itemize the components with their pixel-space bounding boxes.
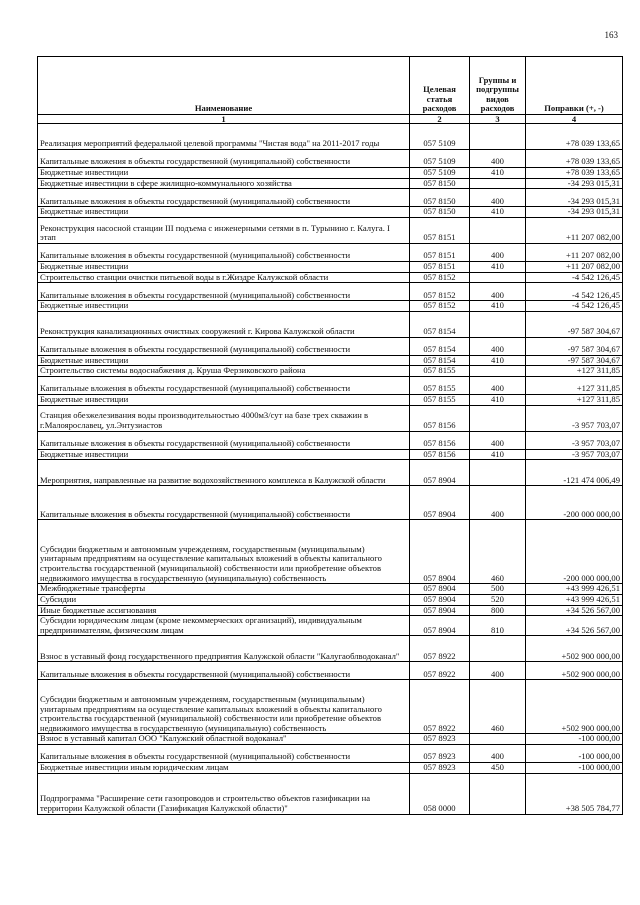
row-target-item: 057 8904 bbox=[410, 520, 470, 584]
row-group bbox=[470, 460, 526, 486]
row-amendment: +43 999 426,51 bbox=[526, 584, 623, 595]
table-row bbox=[38, 243, 623, 261]
row-name: Взнос в уставный фонд государственного предприятия Калужской области "Калугаоблводоканал" bbox=[38, 636, 410, 662]
row-amendment: -200 000 000,00 bbox=[526, 520, 623, 584]
column-number: 2 bbox=[410, 115, 470, 124]
row-name: Реконструкция насосной станции III подъема с инженерными сетями в п. Турынино г. Калуга. I этап bbox=[38, 217, 410, 243]
row-target-item: 057 8156 bbox=[410, 431, 470, 449]
row-name: Реконструкция канализационных очистных сооружений г. Кирова Калужской области bbox=[38, 311, 410, 337]
row-group: 410 bbox=[470, 207, 526, 218]
table-row bbox=[38, 124, 623, 150]
table-row bbox=[38, 189, 623, 207]
row-target-item: 057 8904 bbox=[410, 486, 470, 520]
column-number: 1 bbox=[38, 115, 410, 124]
row-amendment: -121 474 006,49 bbox=[526, 460, 623, 486]
table-row bbox=[38, 616, 623, 636]
row-target-item: 057 8155 bbox=[410, 377, 470, 395]
table-row bbox=[38, 150, 623, 168]
row-target-item: 057 8156 bbox=[410, 449, 470, 460]
header-name: Наименование bbox=[38, 57, 410, 115]
row-amendment: +127 311,85 bbox=[526, 395, 623, 406]
row-group: 400 bbox=[470, 243, 526, 261]
row-group: 810 bbox=[470, 616, 526, 636]
row-amendment: -4 542 126,45 bbox=[526, 272, 623, 283]
row-amendment: +34 526 567,00 bbox=[526, 616, 623, 636]
table-row bbox=[38, 460, 623, 486]
row-amendment: -4 542 126,45 bbox=[526, 301, 623, 312]
row-target-item: 057 8904 bbox=[410, 584, 470, 595]
table-row bbox=[38, 272, 623, 283]
row-name: Бюджетные инвестиции в сфере жилищно-коммунального хозяйства bbox=[38, 178, 410, 189]
row-group: 400 bbox=[470, 189, 526, 207]
table-row bbox=[38, 301, 623, 312]
table-row bbox=[38, 734, 623, 745]
row-name: Межбюджетные трансферты bbox=[38, 584, 410, 595]
row-group bbox=[470, 217, 526, 243]
row-name: Бюджетные инвестиции bbox=[38, 449, 410, 460]
row-amendment: -97 587 304,67 bbox=[526, 355, 623, 366]
row-amendment: +43 999 426,51 bbox=[526, 594, 623, 605]
row-amendment: -34 293 015,31 bbox=[526, 207, 623, 218]
row-group bbox=[470, 734, 526, 745]
row-amendment: -200 000 000,00 bbox=[526, 486, 623, 520]
table-row bbox=[38, 217, 623, 243]
row-group: 400 bbox=[470, 431, 526, 449]
row-group bbox=[470, 773, 526, 814]
row-target-item: 057 8152 bbox=[410, 272, 470, 283]
table-body bbox=[38, 124, 623, 815]
row-name: Взнос в уставный капитал ООО "Калужский областной водоканал" bbox=[38, 734, 410, 745]
row-group: 460 bbox=[470, 680, 526, 734]
row-target-item: 057 8154 bbox=[410, 355, 470, 366]
row-name: Капитальные вложения в объекты государственной (муниципальной) собственности bbox=[38, 486, 410, 520]
row-amendment: +502 900 000,00 bbox=[526, 636, 623, 662]
row-name: Капитальные вложения в объекты государственной (муниципальной) собственности bbox=[38, 377, 410, 395]
header-group: Группы и подгруппы видов расходов bbox=[470, 57, 526, 115]
row-target-item: 057 8152 bbox=[410, 283, 470, 301]
table-row bbox=[38, 395, 623, 406]
row-name: Капитальные вложения в объекты государственной (муниципальной) собственности bbox=[38, 337, 410, 355]
header-amendment: Поправки (+, -) bbox=[526, 57, 623, 115]
row-target-item: 057 8923 bbox=[410, 734, 470, 745]
row-amendment: -100 000,00 bbox=[526, 763, 623, 774]
row-name: Станция обезжелезивания воды производительностью 4000м3/сут на базе трех скважин в г.Малоярославец, ул.Энтузиастов bbox=[38, 405, 410, 431]
row-group bbox=[470, 405, 526, 431]
table-row bbox=[38, 449, 623, 460]
row-group: 400 bbox=[470, 486, 526, 520]
row-target-item: 057 8154 bbox=[410, 337, 470, 355]
row-group: 400 bbox=[470, 283, 526, 301]
table-row bbox=[38, 662, 623, 680]
row-target-item: 057 8151 bbox=[410, 217, 470, 243]
row-group: 460 bbox=[470, 520, 526, 584]
row-group bbox=[470, 636, 526, 662]
row-group: 400 bbox=[470, 662, 526, 680]
row-target-item: 057 8150 bbox=[410, 178, 470, 189]
table-row bbox=[38, 283, 623, 301]
row-target-item: 057 8155 bbox=[410, 395, 470, 406]
table-row bbox=[38, 355, 623, 366]
row-amendment: -34 293 015,31 bbox=[526, 178, 623, 189]
row-name: Бюджетные инвестиции bbox=[38, 207, 410, 218]
row-name: Строительство станции очистки питьевой воды в г.Жиздре Калужской области bbox=[38, 272, 410, 283]
row-name: Субсидии бюджетным и автономным учреждениям, государственным (муниципальным) унитарным предприятиям на осуществление капитальных вложений в объекты капитального строительства государственной (муниципальной) собственности или приобретение объектов недвижимого имущества в государственную (муниципальную) собственность bbox=[38, 680, 410, 734]
row-name: Субсидии бюджетным и автономным учреждениям, государственным (муниципальным) унитарным предприятиям на осуществление капитальных вложений в объекты капитального строительства государственной (муниципальной) собственности или приобретение объектов недвижимого имущества в государственную (муниципальную) собственность bbox=[38, 520, 410, 584]
row-name: Капитальные вложения в объекты государственной (муниципальной) собственности bbox=[38, 189, 410, 207]
row-amendment: +127 311,85 bbox=[526, 366, 623, 377]
row-amendment: -3 957 703,07 bbox=[526, 431, 623, 449]
table-header-row bbox=[38, 57, 623, 115]
page-number: 163 bbox=[604, 30, 618, 40]
table-row bbox=[38, 366, 623, 377]
row-target-item: 057 8155 bbox=[410, 366, 470, 377]
row-group: 400 bbox=[470, 377, 526, 395]
row-amendment: -4 542 126,45 bbox=[526, 283, 623, 301]
row-name: Капитальные вложения в объекты государственной (муниципальной) собственности bbox=[38, 745, 410, 763]
table-row bbox=[38, 745, 623, 763]
row-amendment: +78 039 133,65 bbox=[526, 150, 623, 168]
row-target-item: 057 8156 bbox=[410, 405, 470, 431]
row-amendment: +11 207 082,00 bbox=[526, 261, 623, 272]
row-group: 400 bbox=[470, 745, 526, 763]
budget-amendments-table bbox=[37, 56, 623, 815]
row-amendment: -97 587 304,67 bbox=[526, 337, 623, 355]
table-row bbox=[38, 520, 623, 584]
row-group bbox=[470, 272, 526, 283]
row-name: Бюджетные инвестиции иным юридическим лицам bbox=[38, 763, 410, 774]
row-target-item: 057 8150 bbox=[410, 207, 470, 218]
row-name: Бюджетные инвестиции bbox=[38, 301, 410, 312]
row-target-item: 057 8151 bbox=[410, 261, 470, 272]
row-name: Строительство системы водоснабжения д. Круша Ферзиковского района bbox=[38, 366, 410, 377]
row-group: 410 bbox=[470, 168, 526, 179]
row-name: Капитальные вложения в объекты государственной (муниципальной) собственности bbox=[38, 150, 410, 168]
row-group bbox=[470, 124, 526, 150]
row-amendment: +11 207 082,00 bbox=[526, 217, 623, 243]
table-row bbox=[38, 168, 623, 179]
row-name: Мероприятия, направленные на развитие водохозяйственного комплекса в Калужской области bbox=[38, 460, 410, 486]
row-group: 450 bbox=[470, 763, 526, 774]
row-name: Субсидии юридическим лицам (кроме некоммерческих организаций), индивидуальным предпринимателям, физическим лицам bbox=[38, 616, 410, 636]
table-row bbox=[38, 311, 623, 337]
row-amendment: -97 587 304,67 bbox=[526, 311, 623, 337]
row-target-item: 057 5109 bbox=[410, 168, 470, 179]
row-amendment: +78 039 133,65 bbox=[526, 124, 623, 150]
row-name: Бюджетные инвестиции bbox=[38, 395, 410, 406]
table-row bbox=[38, 763, 623, 774]
row-group bbox=[470, 311, 526, 337]
row-target-item: 057 8151 bbox=[410, 243, 470, 261]
row-group: 410 bbox=[470, 395, 526, 406]
row-group: 400 bbox=[470, 337, 526, 355]
row-amendment: -100 000,00 bbox=[526, 745, 623, 763]
row-group: 500 bbox=[470, 584, 526, 595]
row-amendment: +78 039 133,65 bbox=[526, 168, 623, 179]
table-row bbox=[38, 405, 623, 431]
table-row bbox=[38, 594, 623, 605]
row-target-item: 057 8904 bbox=[410, 616, 470, 636]
row-amendment: -34 293 015,31 bbox=[526, 189, 623, 207]
table-row bbox=[38, 773, 623, 814]
table-row bbox=[38, 178, 623, 189]
row-group: 520 bbox=[470, 594, 526, 605]
column-number: 3 bbox=[470, 115, 526, 124]
row-name: Капитальные вложения в объекты государственной (муниципальной) собственности bbox=[38, 662, 410, 680]
row-name: Капитальные вложения в объекты государственной (муниципальной) собственности bbox=[38, 243, 410, 261]
column-number: 4 bbox=[526, 115, 623, 124]
table-row bbox=[38, 261, 623, 272]
row-name: Бюджетные инвестиции bbox=[38, 168, 410, 179]
row-group: 410 bbox=[470, 261, 526, 272]
table-row bbox=[38, 636, 623, 662]
table-row bbox=[38, 207, 623, 218]
table-row bbox=[38, 431, 623, 449]
table-row bbox=[38, 680, 623, 734]
row-name: Иные бюджетные ассигнования bbox=[38, 605, 410, 616]
row-group bbox=[470, 178, 526, 189]
row-amendment: -3 957 703,07 bbox=[526, 449, 623, 460]
table-row bbox=[38, 337, 623, 355]
row-target-item: 057 8923 bbox=[410, 745, 470, 763]
row-target-item: 057 8922 bbox=[410, 680, 470, 734]
row-name: Бюджетные инвестиции bbox=[38, 355, 410, 366]
row-target-item: 057 8150 bbox=[410, 189, 470, 207]
row-name: Субсидии bbox=[38, 594, 410, 605]
row-target-item: 057 5109 bbox=[410, 150, 470, 168]
row-group bbox=[470, 366, 526, 377]
column-number-row bbox=[38, 115, 623, 124]
row-name: Капитальные вложения в объекты государственной (муниципальной) собственности bbox=[38, 431, 410, 449]
row-target-item: 057 8904 bbox=[410, 460, 470, 486]
row-amendment: -3 957 703,07 bbox=[526, 405, 623, 431]
row-group: 410 bbox=[470, 301, 526, 312]
row-group: 800 bbox=[470, 605, 526, 616]
row-group: 400 bbox=[470, 150, 526, 168]
row-name: Капитальные вложения в объекты государственной (муниципальной) собственности bbox=[38, 283, 410, 301]
row-group: 410 bbox=[470, 449, 526, 460]
row-target-item: 057 5109 bbox=[410, 124, 470, 150]
header-target-item: Целевая статья расходов bbox=[410, 57, 470, 115]
row-name: Бюджетные инвестиции bbox=[38, 261, 410, 272]
row-target-item: 057 8922 bbox=[410, 636, 470, 662]
row-name: Реализация мероприятий федеральной целевой программы "Чистая вода" на 2011-2017 годы bbox=[38, 124, 410, 150]
row-amendment: -100 000,00 bbox=[526, 734, 623, 745]
table-row bbox=[38, 605, 623, 616]
row-name: Подпрограмма "Расширение сети газопроводов и строительство объектов газификации на территории Калужской области (Газификация Калужской области)" bbox=[38, 773, 410, 814]
row-target-item: 057 8922 bbox=[410, 662, 470, 680]
row-target-item: 057 8923 bbox=[410, 763, 470, 774]
row-target-item: 057 8152 bbox=[410, 301, 470, 312]
row-amendment: +38 505 784,77 bbox=[526, 773, 623, 814]
row-target-item: 057 8904 bbox=[410, 594, 470, 605]
row-amendment: +502 900 000,00 bbox=[526, 680, 623, 734]
row-group: 410 bbox=[470, 355, 526, 366]
table-row bbox=[38, 377, 623, 395]
table-row bbox=[38, 486, 623, 520]
row-amendment: +127 311,85 bbox=[526, 377, 623, 395]
row-amendment: +502 900 000,00 bbox=[526, 662, 623, 680]
row-target-item: 058 0000 bbox=[410, 773, 470, 814]
row-amendment: +34 526 567,00 bbox=[526, 605, 623, 616]
row-target-item: 057 8904 bbox=[410, 605, 470, 616]
row-target-item: 057 8154 bbox=[410, 311, 470, 337]
table-row bbox=[38, 584, 623, 595]
row-amendment: +11 207 082,00 bbox=[526, 243, 623, 261]
